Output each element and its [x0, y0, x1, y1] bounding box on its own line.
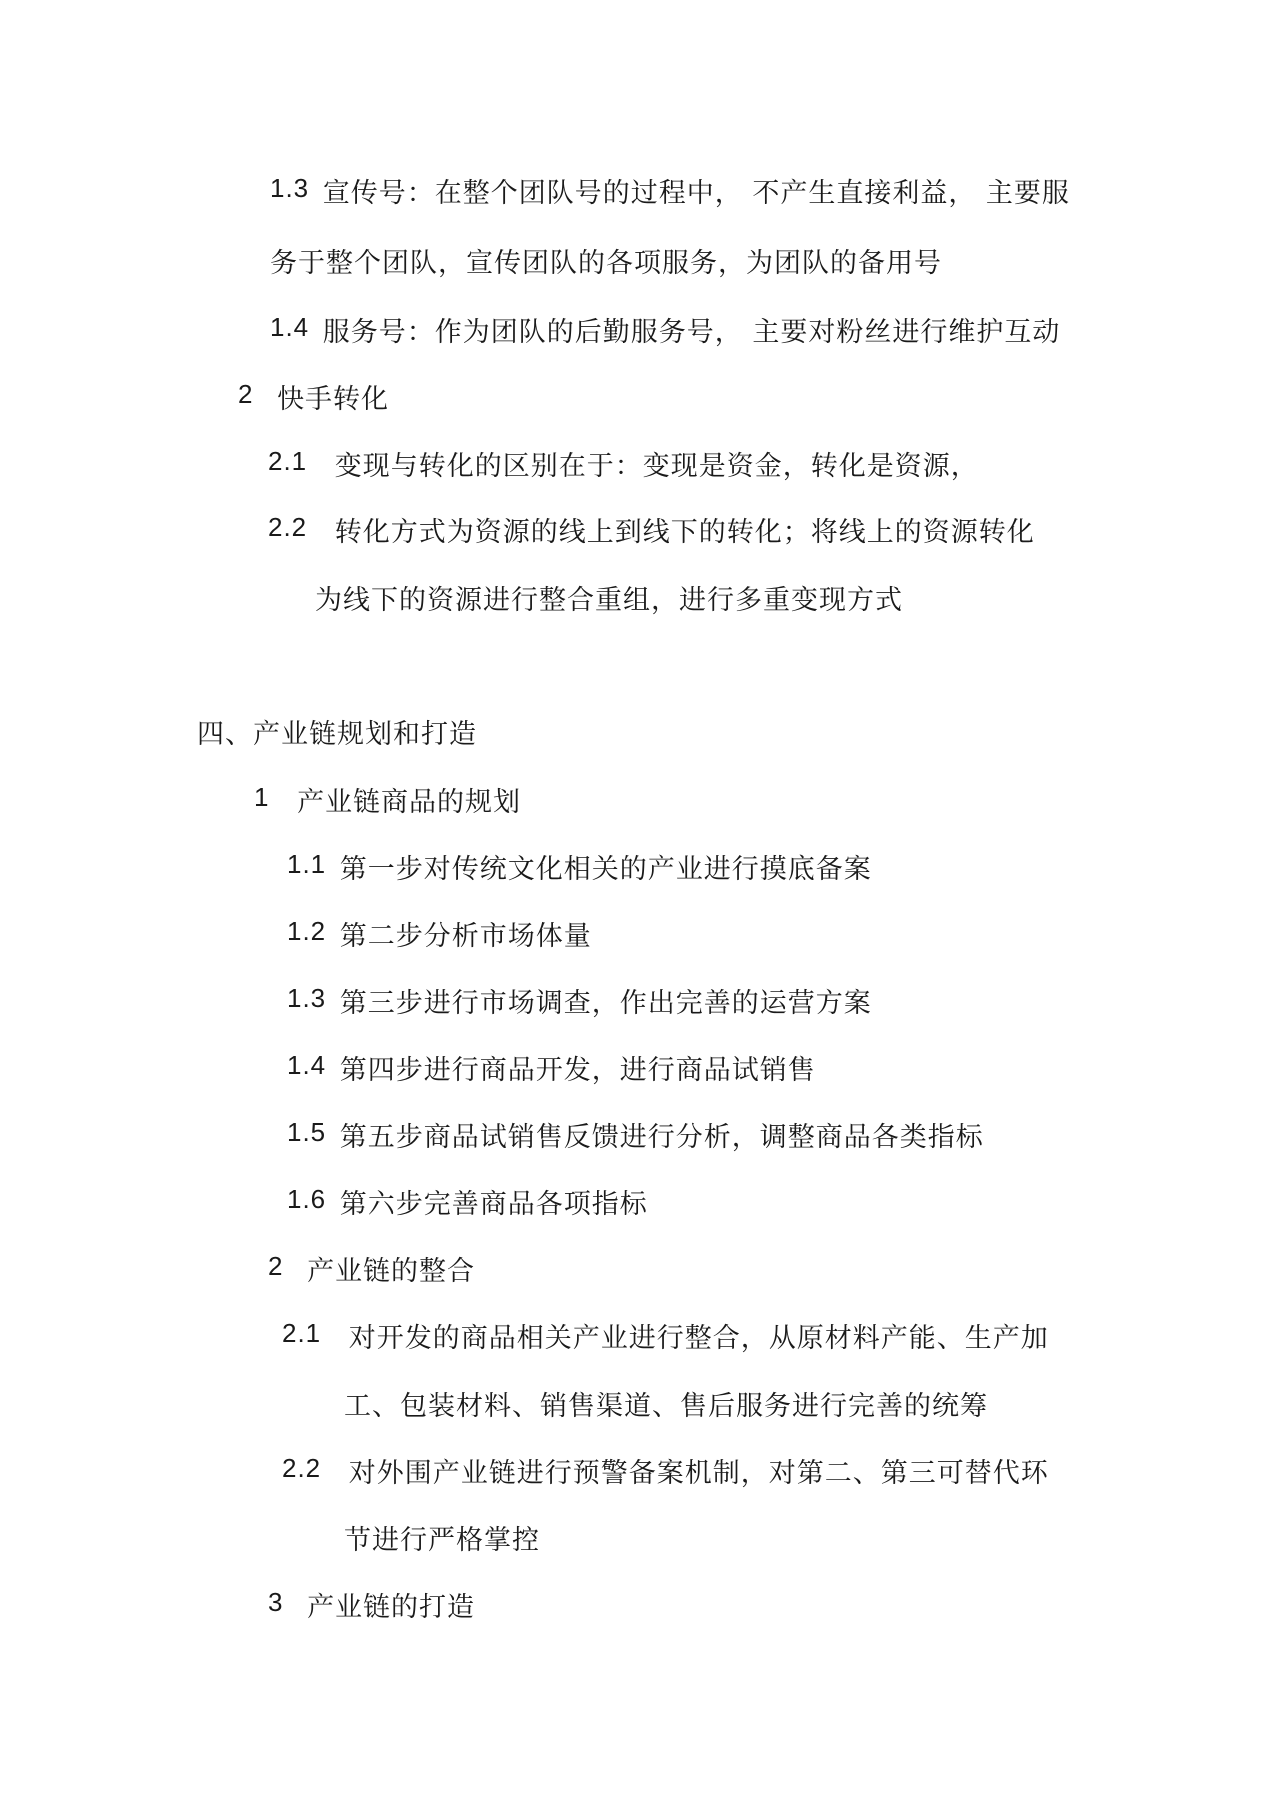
item-text: 变现与转化的区别在于：变现是资金，转化是资源，: [334, 451, 979, 482]
item-text: 工、包装材料、销售渠道、售后服务进行完善的统筹: [344, 1391, 988, 1422]
item-number: 1: [254, 782, 270, 812]
item-2-2-warning-continuation: [344, 1523, 540, 1559]
item-text: 第四步进行商品开发，进行商品试销售: [339, 1055, 816, 1086]
item-text: 产业链的整合: [307, 1256, 476, 1287]
item-text: 快手转化: [277, 384, 390, 415]
item-text: 第六步完善商品各项指标: [339, 1189, 648, 1220]
item-text: 宣传号：在整个团队号的过程中， 不产生直接利益， 主要服: [322, 178, 1070, 209]
item-1-2: [287, 916, 592, 955]
item-text: 第三步进行市场调查，作出完善的运营方案: [339, 988, 872, 1019]
item-2-1: [268, 446, 979, 485]
item-1-4: [287, 1050, 816, 1089]
item-number: 3: [268, 1587, 284, 1617]
item-1-5: [287, 1117, 984, 1156]
item-number: 1.1: [287, 849, 327, 879]
item-number: 2.2: [282, 1453, 322, 1483]
item-2-2-continuation: [315, 583, 903, 619]
item-text: 转化方式为资源的线上到线下的转化；将线上的资源转化: [334, 517, 1035, 548]
item-number: 1.2: [287, 916, 327, 946]
item-text: 务于整个团队，宣传团队的各项服务，为团队的备用号: [270, 248, 942, 279]
item-3-chain-building: [268, 1587, 476, 1626]
item-text: 第二步分析市场体量: [339, 921, 592, 952]
item-text: 产业链的打造: [307, 1592, 476, 1623]
item-number: 2: [268, 1251, 284, 1281]
section-heading-4: [197, 717, 477, 753]
item-1-3-continuation: [270, 246, 942, 282]
item-number: 2.2: [268, 512, 308, 542]
item-1-3-publicity-account: [270, 173, 1070, 212]
item-number: 1.4: [287, 1050, 327, 1080]
item-2-chain-integration: [268, 1251, 476, 1290]
item-text: 对开发的商品相关产业进行整合，从原材料产能、生产加: [348, 1323, 1049, 1354]
item-number: 2: [238, 379, 254, 409]
item-1-1: [287, 849, 872, 888]
item-1-3: [287, 983, 872, 1022]
item-number: 2.1: [282, 1318, 322, 1348]
item-1-product-planning: [254, 782, 522, 821]
item-2-2: [268, 512, 1035, 551]
item-2-1-integration: [282, 1318, 1049, 1357]
item-2-2-warning: [282, 1453, 1049, 1492]
item-number: 1.3: [270, 173, 310, 203]
item-text: 节进行严格掌控: [344, 1525, 540, 1556]
item-2-1-continuation: [344, 1389, 988, 1425]
item-1-6: [287, 1184, 648, 1223]
section-title: 四、产业链规划和打造: [197, 719, 477, 750]
item-text: 产业链商品的规划: [297, 787, 522, 818]
item-number: 2.1: [268, 446, 308, 476]
item-number: 1.3: [287, 983, 327, 1013]
item-text: 对外围产业链进行预警备案机制，对第二、第三可替代环: [348, 1458, 1049, 1489]
item-number: 1.4: [270, 312, 310, 342]
item-2-kuaishou-conversion: [238, 379, 390, 418]
item-1-4-service-account: [270, 312, 1061, 351]
item-text: 第五步商品试销售反馈进行分析，调整商品各类指标: [339, 1122, 984, 1153]
item-text: 第一步对传统文化相关的产业进行摸底备案: [339, 854, 872, 885]
item-text: 服务号：作为团队的后勤服务号， 主要对粉丝进行维护互动: [322, 317, 1061, 348]
item-text: 为线下的资源进行整合重组，进行多重变现方式: [315, 585, 903, 616]
item-number: 1.6: [287, 1184, 327, 1214]
item-number: 1.5: [287, 1117, 327, 1147]
